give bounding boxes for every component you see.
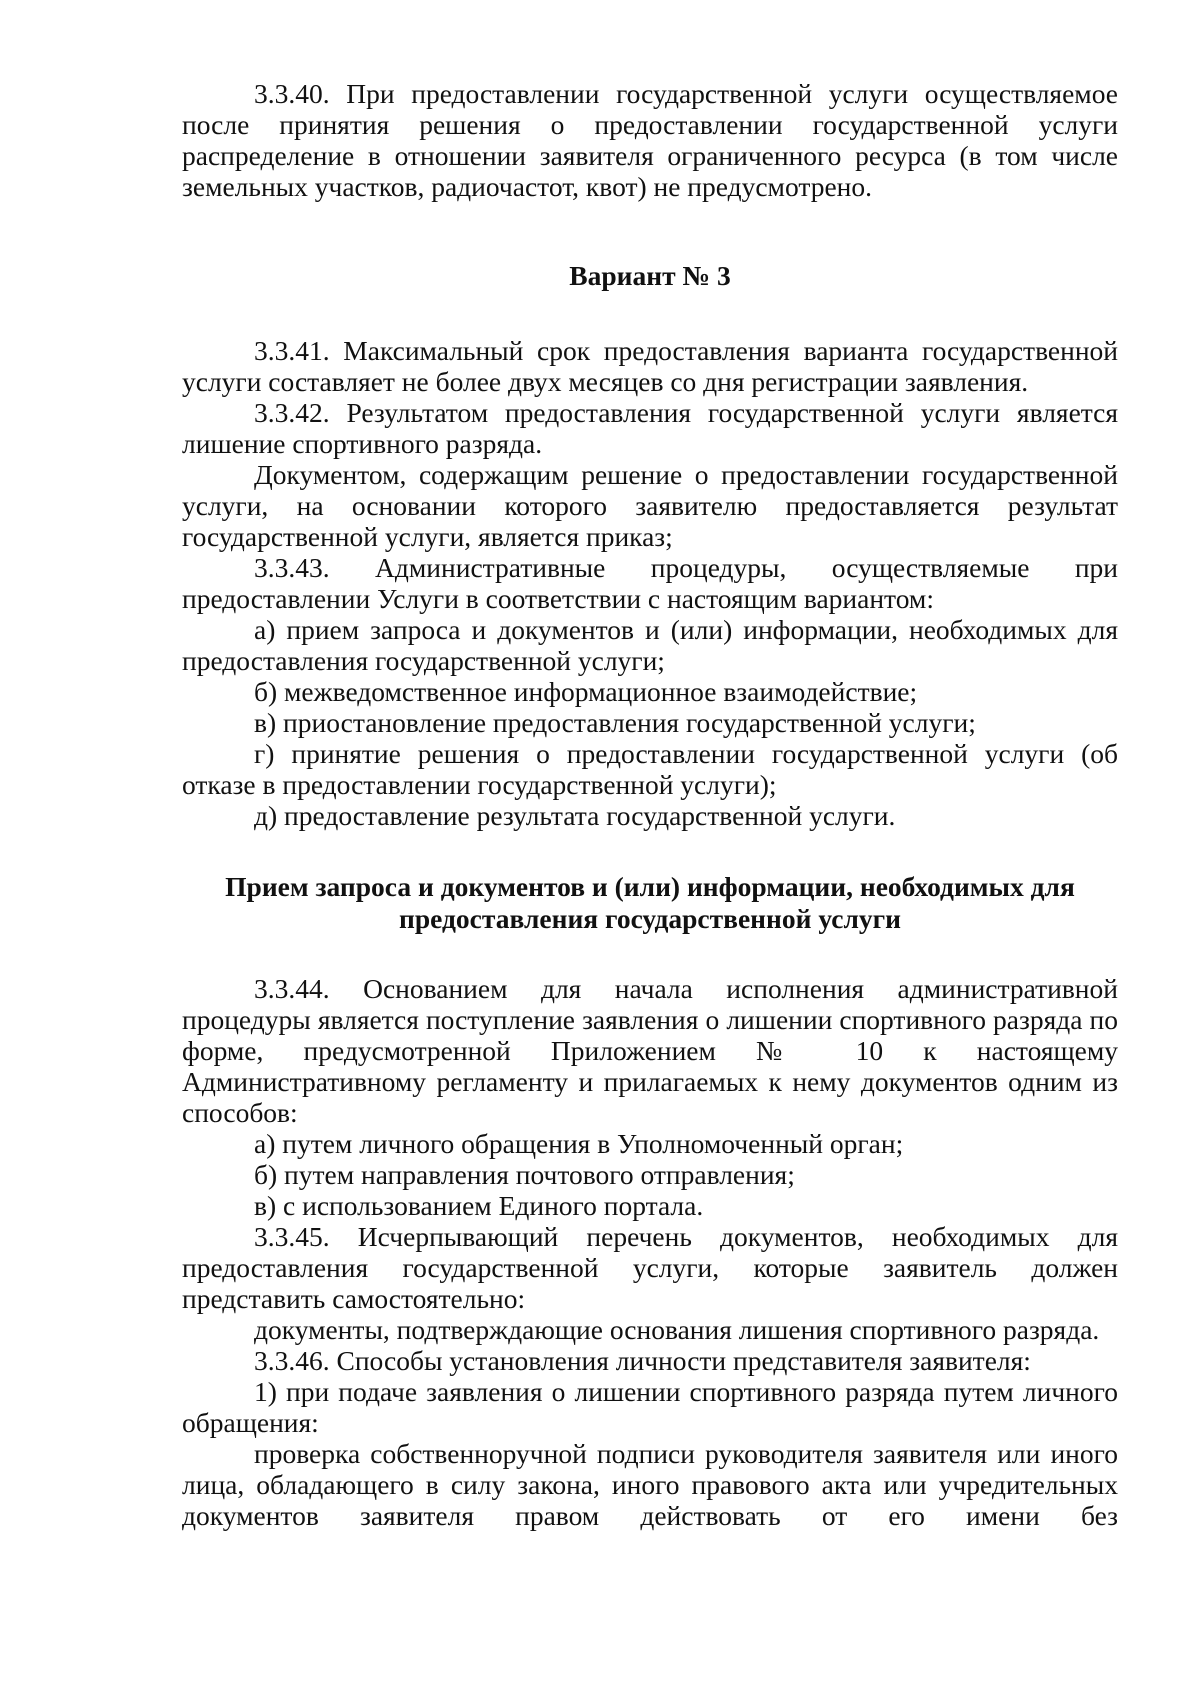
paragraph-document-decision: Документом, содержащим решение о предоставлении государственной услуги, на основании которого заявителю предоставляется результат государственной услуги, является приказ; [182,459,1118,552]
paragraph-signature-check: проверка собственноручной подписи руководителя заявителя или иного лица, обладающего в силу закона, иного правового акта или учредительных документов заявителя правом действовать от его имени без [182,1438,1118,1531]
paragraph-3-3-46: 3.3.46. Способы установления личности представителя заявителя: [254,1345,1031,1376]
paragraph-3-3-45: 3.3.45. Исчерпывающий перечень документов, необходимых для предоставления государственной услуги, которые заявитель должен представить самостоятельно: [182,1221,1118,1314]
section-heading-line: предоставления государственной услуги [399,903,901,934]
section-heading [182,871,1118,935]
variant-heading: Вариант № 3 [569,260,731,291]
paragraph-3-3-42: 3.3.42. Результатом предоставления государственной услуги является лишение спортивного разряда. [182,397,1118,459]
paragraph-item-1: 1) при подаче заявления о лишении спортивного разряда путем личного обращения: [182,1376,1118,1438]
paragraph-documents-grounds: документы, подтверждающие основания лишения спортивного разряда. [254,1314,1100,1345]
procedure-item: б) межведомственное информационное взаимодействие; [254,676,918,707]
paragraph-3-3-41: 3.3.41. Максимальный срок предоставления варианта государственной услуги составляет не более двух месяцев со дня регистрации заявления. [182,335,1118,397]
paragraph-3-3-44: 3.3.44. Основанием для начала исполнения административной процедуры является поступление заявления о лишении спортивного разряда по форме, предусмотренной Приложением № 10 к настоящему Административному регламенту и прилагаемых к нему документов одним из способов: [182,973,1118,1128]
procedure-item: д) предоставление результата государственной услуги. [254,800,896,831]
procedure-item: в) приостановление предоставления государственной услуги; [254,707,976,738]
method-item: а) путем личного обращения в Уполномоченный орган; [254,1128,904,1159]
method-item: б) путем направления почтового отправления; [254,1159,795,1190]
procedure-item: а) прием запроса и документов и (или) информации, необходимых для предоставления государственной услуги; [182,614,1118,676]
section-heading-line: Прием запроса и документов и (или) информации, необходимых для [225,871,1075,902]
procedure-item: г) принятие решения о предоставлении государственной услуги (об отказе в предоставлении государственной услуги); [182,738,1118,800]
method-item: в) с использованием Единого портала. [254,1190,704,1221]
paragraph-3-3-43: 3.3.43. Административные процедуры, осуществляемые при предоставлении Услуги в соответствии с настоящим вариантом: [182,552,1118,614]
paragraph-3-3-40: 3.3.40. При предоставлении государственной услуги осуществляемое после принятия решения о предоставлении государственной услуги распределение в отношении заявителя ограниченного ресурса (в том числе земельных участков, радиочастот, квот) не предусмотрено. [182,78,1118,202]
